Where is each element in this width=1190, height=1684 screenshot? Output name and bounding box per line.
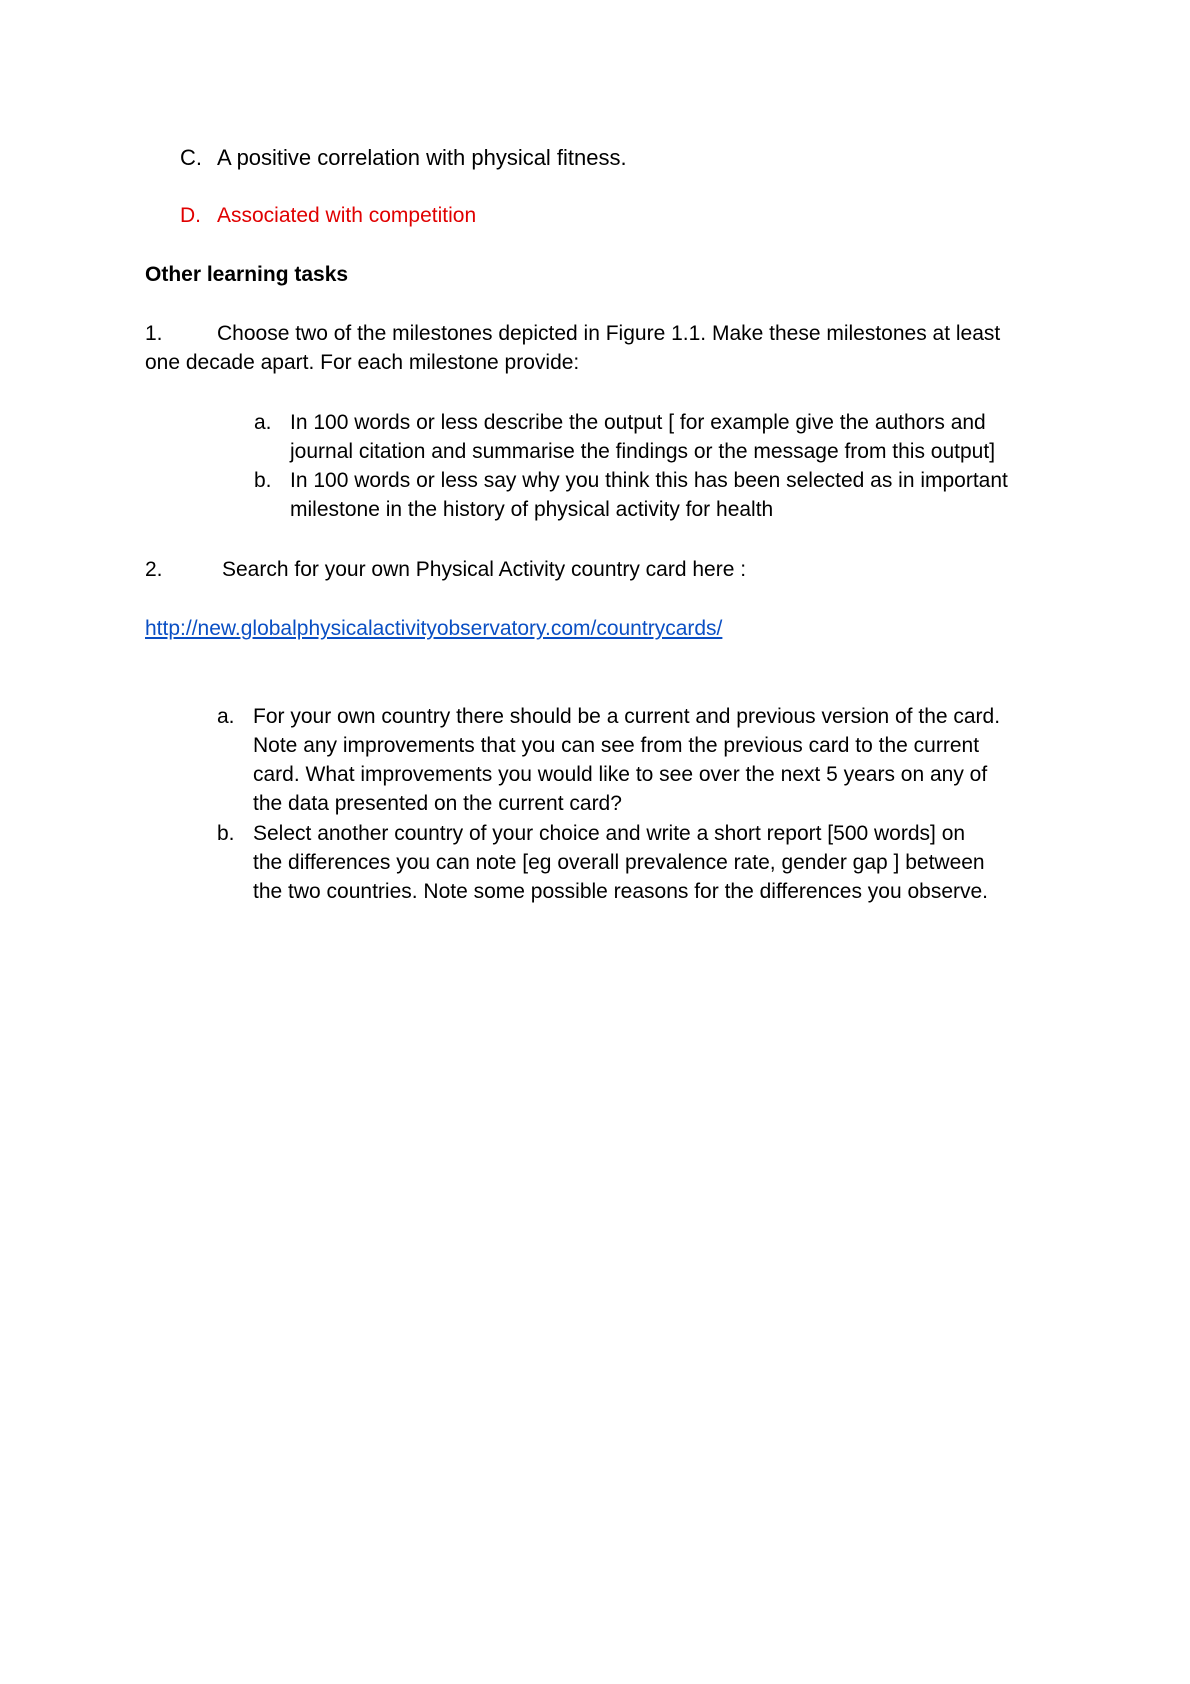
task-2-a-marker: a.: [217, 705, 235, 728]
task-1-a-line-1: In 100 words or less describe the output [ for example give the authors and: [290, 411, 986, 434]
task-1-number: 1.: [145, 322, 163, 345]
task-2-b-line-2: the differences you can note [eg overall prevalence rate, gender gap ] between: [253, 851, 985, 874]
task-2-b-marker: b.: [217, 822, 235, 845]
task-1-line-1: Choose two of the milestones depicted in Figure 1.1. Make these milestones at least: [217, 322, 1001, 345]
task-1-b-line-2: milestone in the history of physical activity for health: [290, 498, 774, 521]
task-1-a-line-2: journal citation and summarise the findings or the message from this output]: [290, 440, 996, 463]
task-1-b-line-1: In 100 words or less say why you think this has been selected as in important: [290, 469, 1008, 492]
task-1-a-marker: a.: [254, 411, 272, 434]
task-1-line-2: one decade apart. For each milestone provide:: [145, 351, 580, 374]
task-2-text: Search for your own Physical Activity country card here :: [222, 558, 747, 581]
task-2-b-line-1: Select another country of your choice and write a short report [500 words] on: [253, 822, 966, 845]
task-2-number: 2.: [145, 558, 163, 581]
task-2-a-line-2: Note any improvements that you can see from the previous card to the current: [253, 734, 980, 757]
task-2-a-line-1: For your own country there should be a current and previous version of the card.: [253, 705, 1001, 728]
task-2-b-line-3: the two countries. Note some possible reasons for the differences you observe.: [253, 880, 989, 903]
task-2-a-line-3: card. What improvements you would like to see over the next 5 years on any of: [253, 763, 988, 786]
option-c-text: A positive correlation with physical fitness.: [217, 145, 627, 170]
task-1-b-marker: b.: [254, 469, 272, 492]
option-d-marker: D.: [180, 204, 201, 227]
option-d-text: Associated with competition: [217, 204, 477, 227]
task-2-a-line-4: the data presented on the current card?: [253, 792, 622, 815]
option-c-marker: C.: [180, 145, 202, 170]
country-cards-link[interactable]: http://new.globalphysicalactivityobservatory.com/countrycards/: [145, 617, 723, 640]
section-heading: Other learning tasks: [145, 263, 349, 286]
